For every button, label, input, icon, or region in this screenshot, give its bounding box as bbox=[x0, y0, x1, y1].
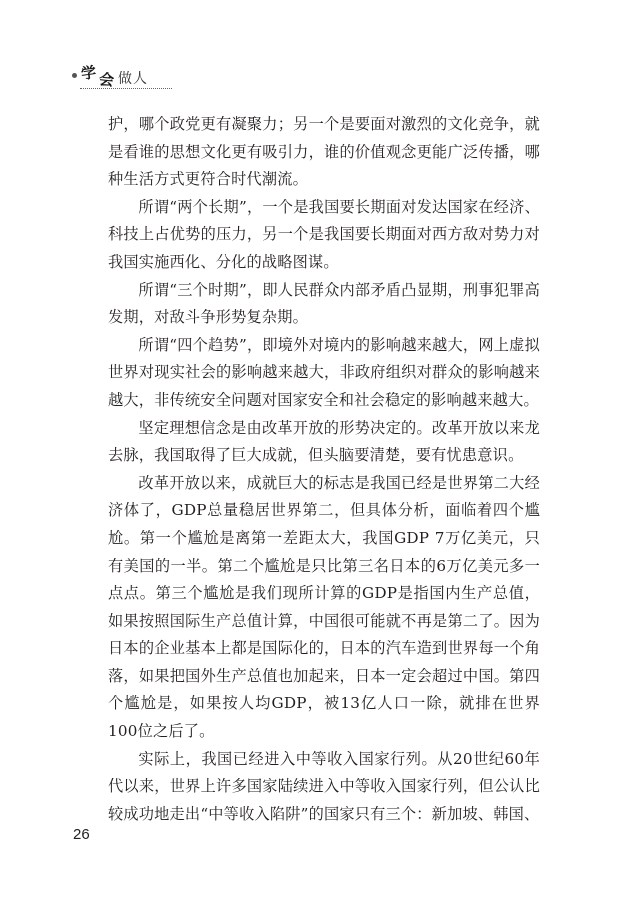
header-dotted-rule bbox=[80, 88, 172, 89]
paragraph-middle-income: 实际上，我国已经进入中等收入国家行列。从20世纪60年代以来，世界上许多国家陆续进入中等收入国家行列，但公认比较成功地走出“中等收入陷阱”的国家只有三个：新加坡、韩国、 bbox=[108, 749, 540, 823]
paragraph-continued: 护，哪个政党更有凝聚力；另一个是要面对激烈的文化竞争，就是看谁的思想文化更有吸引力，谁的价值观念更能广泛传播，哪种生活方式更符合时代潮流。 bbox=[108, 115, 540, 189]
page-number: 26 bbox=[73, 826, 90, 843]
paragraph-ideals: 坚定理想信念是由改革开放的形势决定的。改革开放以来龙去脉，我国取得了巨大成就，但头脑要清楚，要有忧患意识。 bbox=[108, 418, 540, 465]
body-text bbox=[108, 111, 540, 828]
running-header bbox=[72, 60, 182, 92]
paragraph-two-long-terms: 所谓“两个长期”，一个是我国要长期面对发达国家在经济、科技上占优势的压力，另一个是我国要长期面对西方敌对势力对我国实施西化、分化的战略图谋。 bbox=[108, 197, 540, 271]
header-title-xue: 学 bbox=[79, 63, 98, 83]
paragraph-three-periods: 所谓“三个时期”，即人民群众内部矛盾凸显期，刑事犯罪高发期，对敌斗争形势复杂期。 bbox=[108, 280, 540, 327]
header-dot-ornament bbox=[72, 73, 77, 78]
header-title-hui: 会 bbox=[98, 70, 115, 90]
paragraph-four-trends: 所谓“四个趋势”，即境外对境内的影响越来越大，网上虚拟世界对现实社会的影响越来越大，非政府组织对群众的影响越来越大，非传统安全问题对国家安全和社会稳定的影响越来越大。 bbox=[108, 335, 540, 409]
paragraph-four-embarrassments: 改革开放以来，成就巨大的标志是我国已经是世界第二大经济体了，GDP总量稳居世界第二，但具体分析，面临着四个尴尬。第一个尴尬是离第一差距太大，我国GDP 7万亿美元，只有美国的一半。第二个尴尬是只比第三名日本的6万亿美元多一点点。第三个尴尬是我们现所计算的GDP是指国内生产总值，如果按照国际生产总值计算，中国很可能就不再是第二了。因为日本的企业基本上都是国际化的，日本的汽车造到世界每一个角落，如果把国外生产总值也加起来，日本一定会超过中国。第四个尴尬是，如果按人均GDP，被13亿人口一除，就排在世界100位之后了。 bbox=[108, 473, 540, 741]
header-title-zuoren: 做人 bbox=[118, 71, 148, 87]
